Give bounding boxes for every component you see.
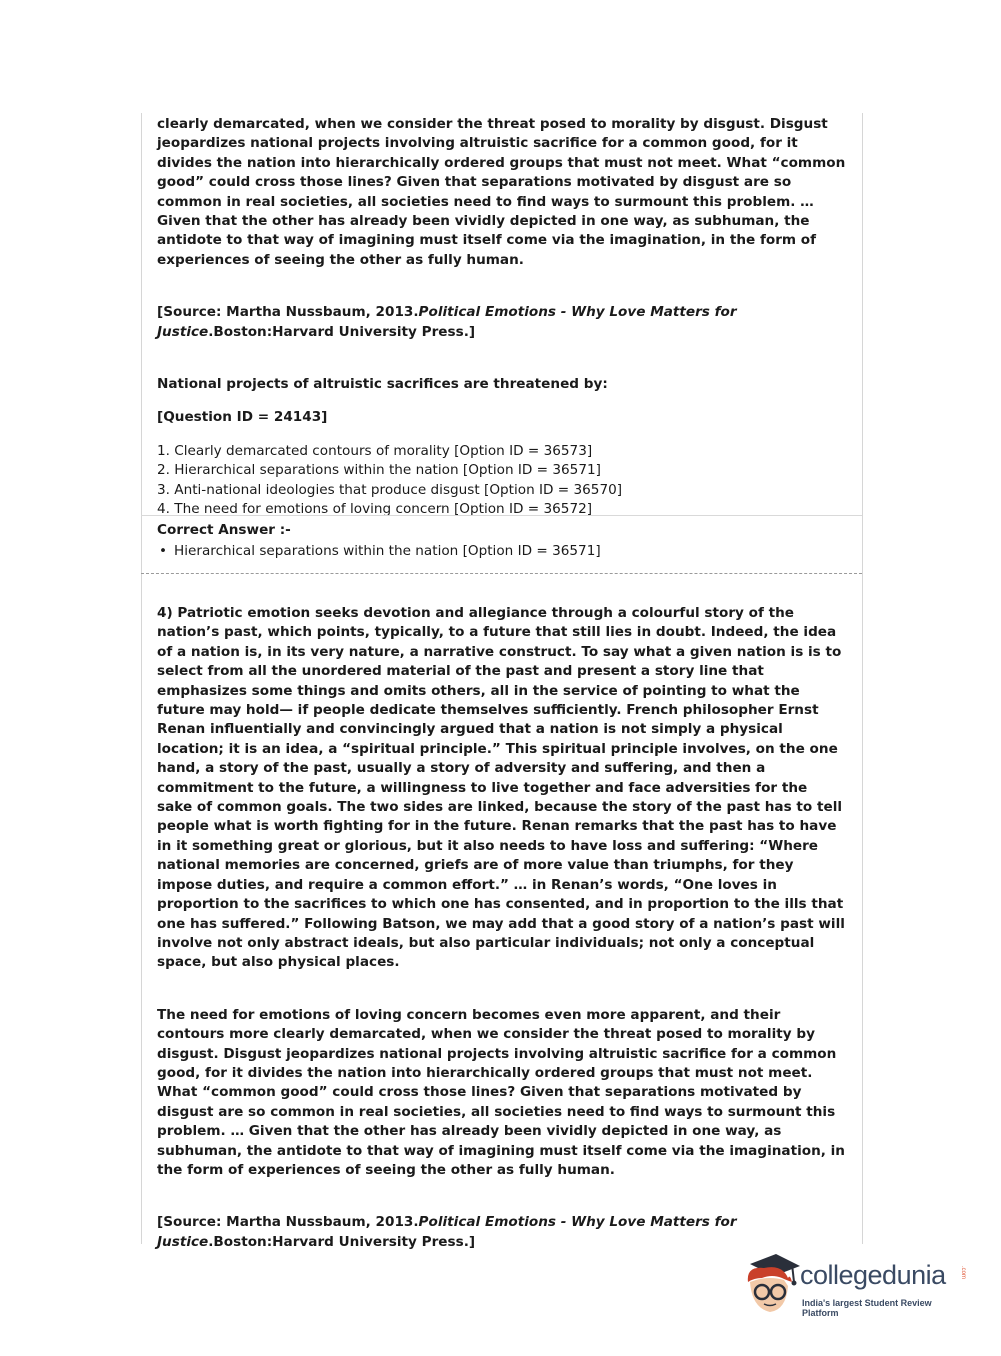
correct-answer-heading: Correct Answer :- — [157, 522, 291, 538]
option-item: 2. Hierarchical separations within the nation [Option ID = 36571] — [157, 462, 601, 479]
correct-answer-block — [157, 521, 847, 562]
correct-answer-item: • Hierarchical separations within the nation [Option ID = 36571] — [157, 542, 847, 561]
passage-source: [Source: Martha Nussbaum, 2013.Political Emotions - Why Love Matters for Justice.Boston:Harvard University Press.] — [157, 304, 737, 340]
source-title: Political Emotions - Why Love Matters for Justice — [157, 1214, 737, 1250]
question-divider — [141, 573, 862, 574]
correct-answer-list — [157, 542, 847, 561]
question-text: National projects of altruistic sacrifices are threatened by: — [157, 376, 608, 393]
question-id: [Question ID = 24143] — [157, 409, 328, 426]
top-passage — [157, 113, 847, 520]
passage-paragraph: clearly demarcated, when we consider the threat posed to morality by disgust. Disgust jeopardizes national projects involving altruistic sacrifice for a common good, for it divides the nation into hierarchically ordered groups that must not meet. What “common good” could cross those lines? Given that separations motivated by disgust are so common in real societies, all societies need to find ways to surmount this problem. … Given that the other has already been vividly depicted in one way, as subhuman, the antidote to that way of imagining must itself come via the imagination, in the form of experiences of seeing the other as fully human. — [157, 116, 846, 268]
option-item: 3. Anti-national ideologies that produce disgust [Option ID = 36570] — [157, 481, 623, 498]
q4-paragraph-2: The need for emotions of loving concern becomes even more apparent, and their contours more clearly demarcated, when we consider the threat posed to morality by disgust. Disgust jeopardizes national projects involving altruistic sacrifice for a common good, for it divides the nation into hierarchically ordered groups that must not meet. What “common good” could cross those lines? Given that separations motivated by disgust are so common in real societies, all societies need to find ways to surmount this problem. … Given that the other has already been vividly depicted in one way, as subhuman, the antidote to that way of imagining must itself come via the imagination, in the form of experiences of seeing the other as fully human. — [157, 1006, 845, 1178]
option-list — [157, 442, 847, 520]
option-item: 1. Clearly demarcated contours of morality [Option ID = 36573] — [157, 442, 593, 459]
collegedunia-logo — [742, 1252, 968, 1322]
source-title: Political Emotions - Why Love Matters for Justice — [157, 304, 737, 340]
logo-domain: .com — [960, 1266, 966, 1280]
logo-tagline: India's largest Student Review Platform — [802, 1298, 932, 1318]
section-divider — [141, 515, 862, 516]
q4-paragraph-1: 4) Patriotic emotion seeks devotion and allegiance through a colourful story of the nation’s past, which points, typically, to a future that still lies in doubt. Indeed, the idea of a nation is, in its very nature, a narrative construct. To say what a given nation is is to select from all the unordered material of the past and present a story line that emphasizes some things and omits others, all in the service of pointing to what the future may hold— if people dedicate themselves sufficiently. French philosopher Ernst Renan influentially and convincingly argued that a nation is not simply a physical location; it is an idea, a “spiritual principle.” This spiritual principle involves, on the one hand, a story of the past, usually a story of adversity and suffering, and then a commitment to the future, a willingness to live together and face adversities for the sake of common goals. The two sides are linked, because the story of the past has to tell people what is worth fighting for in the future. Renan remarks that the past has to have in it something great or glorious, but it also needs to have loss and suffering: “Where national memories are concerned, griefs are of more value than triumphs, for they impose duties, and require a common effort.” … in Renan’s words, “One loves in proportion to the sacrifices to which one has consented, and in proportion to the ills that one has suffered.” Following Batson, we may add that a good story of a nation’s past will involve not only abstract ideals, but also particular individuals; not only a conceptual space, but also physical places. — [157, 605, 845, 971]
bullet-icon: • — [159, 543, 168, 560]
option-item: 4. The need for emotions of loving concern [Option ID = 36572] — [157, 501, 593, 518]
logo-wordmark: collegedunia — [800, 1260, 946, 1290]
question-4-passage — [157, 604, 847, 1252]
q4-source: [Source: Martha Nussbaum, 2013.Political Emotions - Why Love Matters for Justice.Boston:Harvard University Press.] — [157, 1214, 737, 1250]
mascot-icon — [742, 1252, 802, 1322]
